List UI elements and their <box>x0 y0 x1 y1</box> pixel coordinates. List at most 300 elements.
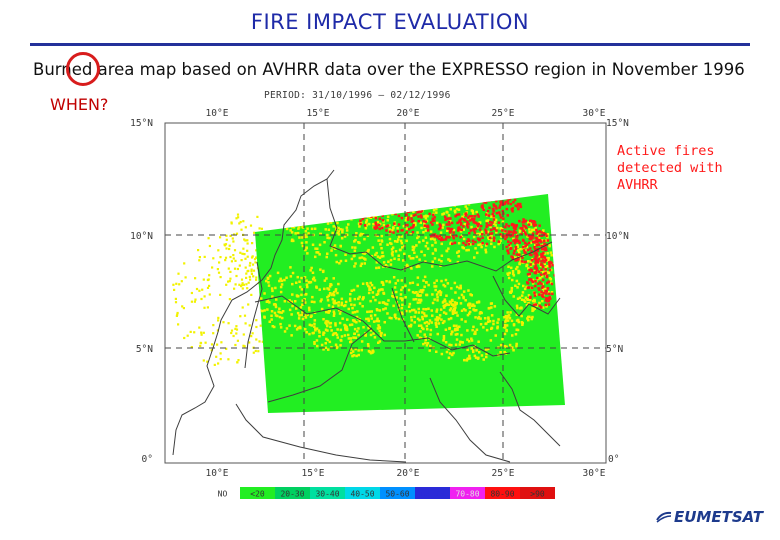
fire-pixel <box>545 292 548 295</box>
fire-pixel <box>379 218 382 221</box>
burned-pixel <box>318 335 321 338</box>
burned-pixel <box>353 319 356 322</box>
burned-pixel <box>470 226 473 229</box>
fire-pixel <box>411 208 414 211</box>
fire-pixel <box>378 224 381 227</box>
burned-pixel <box>327 222 330 225</box>
burned-pixel <box>377 324 380 327</box>
burned-pixel <box>446 250 449 253</box>
burned-pixel <box>425 229 428 232</box>
burned-pixel <box>514 285 517 288</box>
burned-pixel <box>394 315 397 318</box>
burned-pixel <box>336 222 339 225</box>
burned-pixel <box>520 315 523 318</box>
burned-pixel <box>385 303 388 306</box>
burned-pixel <box>491 314 494 317</box>
burned-pixel <box>464 320 467 323</box>
fire-pixel <box>533 246 536 249</box>
burned-pixel <box>488 307 491 310</box>
burned-pixel <box>436 316 439 319</box>
burned-pixel <box>401 313 404 316</box>
burned-pixel <box>484 317 487 320</box>
burned-pixel <box>490 243 493 246</box>
fire-pixel <box>535 237 538 240</box>
burned-pixel <box>442 284 445 287</box>
burned-pixel <box>460 302 463 305</box>
burned-pixel <box>499 351 502 354</box>
fire-pixel <box>409 210 412 213</box>
lat-label-right: 0° <box>608 454 620 465</box>
burned-pixel <box>234 268 236 270</box>
burned-pixel <box>416 194 419 197</box>
burned-pixel <box>208 285 210 287</box>
fire-pixel <box>475 228 478 231</box>
burned-pixel <box>371 317 374 320</box>
burned-pixel <box>486 329 489 332</box>
burned-pixel <box>340 260 343 263</box>
burned-pixel <box>378 330 381 333</box>
burned-pixel <box>447 282 450 285</box>
burned-pixel <box>335 344 338 347</box>
burned-pixel <box>219 256 221 258</box>
burned-pixel <box>446 351 449 354</box>
burned-pixel <box>242 248 244 250</box>
fire-pixel <box>535 303 538 306</box>
fire-pixel <box>397 208 400 211</box>
fire-pixel <box>529 236 532 239</box>
fire-pixel <box>492 196 495 199</box>
burned-pixel <box>220 276 222 278</box>
fire-pixel <box>415 204 418 207</box>
burned-pixel <box>473 236 476 239</box>
burned-pixel <box>474 316 477 319</box>
fire-pixel <box>360 206 363 209</box>
burned-pixel <box>249 279 251 281</box>
fire-pixel <box>535 229 538 232</box>
fire-pixel <box>504 226 507 229</box>
burned-pixel <box>430 205 433 208</box>
burned-pixel <box>239 315 241 317</box>
burned-pixel <box>399 203 402 206</box>
fire-pixel <box>515 235 518 238</box>
fire-pixel <box>537 287 540 290</box>
logo-text: EUMETSAT <box>674 508 764 526</box>
burned-pixel <box>376 308 379 311</box>
burned-pixel <box>357 349 360 352</box>
burned-pixel <box>284 300 287 303</box>
burned-pixel <box>555 272 558 275</box>
burned-pixel <box>235 217 237 219</box>
burned-pixel <box>408 306 411 309</box>
fire-pixel <box>542 279 545 282</box>
burned-pixel <box>308 217 311 220</box>
burned-pixel <box>325 323 328 326</box>
fire-pixel <box>486 222 489 225</box>
burned-pixel <box>366 283 369 286</box>
burned-pixel <box>257 350 259 352</box>
when-label: WHEN? <box>50 95 109 114</box>
burned-pixel <box>380 332 383 335</box>
burned-pixel <box>367 250 370 253</box>
lat-label-right: 15°N <box>606 118 629 129</box>
burned-pixel <box>351 197 354 200</box>
burned-pixel <box>435 351 438 354</box>
burned-pixel <box>323 218 326 221</box>
burned-pixel <box>477 244 480 247</box>
burned-pixel <box>411 202 414 205</box>
fire-pixel <box>516 224 519 227</box>
burned-pixel <box>515 343 518 346</box>
burned-pixel <box>325 228 328 231</box>
burned-pixel <box>551 254 554 257</box>
burned-pixel <box>323 288 326 291</box>
burned-pixel <box>217 249 219 251</box>
burned-pixel <box>466 349 469 352</box>
burned-pixel <box>519 248 522 251</box>
burned-pixel <box>424 315 427 318</box>
burned-pixel <box>333 291 336 294</box>
burned-pixel <box>341 237 344 240</box>
fire-pixel <box>477 215 480 218</box>
burned-pixel <box>401 246 404 249</box>
burned-pixel <box>398 318 401 321</box>
burned-pixel <box>204 295 206 297</box>
burned-pixel <box>485 251 488 254</box>
burned-pixel <box>411 319 414 322</box>
fire-pixel <box>509 198 512 201</box>
burned-pixel <box>306 227 309 230</box>
fire-pixel <box>529 273 532 276</box>
burned-pixel <box>441 353 444 356</box>
fire-pixel <box>387 200 390 203</box>
burned-pixel <box>431 309 434 312</box>
burned-pixel <box>460 334 463 337</box>
burned-pixel <box>454 328 457 331</box>
burned-pixel <box>269 321 272 324</box>
fire-pixel <box>379 212 382 215</box>
burned-pixel <box>422 289 425 292</box>
burned-pixel <box>338 203 341 206</box>
burned-pixel <box>328 310 331 313</box>
burned-pixel <box>440 280 443 283</box>
burned-pixel <box>433 282 436 285</box>
fire-pixel <box>370 215 373 218</box>
fire-pixel <box>459 236 462 239</box>
fire-pixel <box>528 223 531 226</box>
burned-pixel <box>521 324 524 327</box>
fire-pixel <box>393 222 396 225</box>
fire-pixel <box>500 216 503 219</box>
fire-pixel <box>522 239 525 242</box>
burned-pixel <box>336 210 339 213</box>
burned-pixel <box>417 293 420 296</box>
burned-pixel <box>516 280 519 283</box>
burned-pixel <box>376 318 379 321</box>
burned-pixel <box>340 339 343 342</box>
burned-pixel <box>346 226 349 229</box>
burned-pixel <box>427 284 430 287</box>
fire-pixel <box>397 230 400 233</box>
burned-pixel <box>312 278 315 281</box>
fire-pixel <box>468 232 471 235</box>
burned-pixel <box>256 216 258 218</box>
burned-pixel <box>434 249 437 252</box>
fire-pixel <box>512 201 515 204</box>
burned-pixel <box>432 261 435 264</box>
burned-pixel <box>386 244 389 247</box>
fire-pixel <box>422 220 425 223</box>
burned-pixel <box>308 220 311 223</box>
burned-pixel <box>414 195 417 198</box>
fire-pixel <box>374 213 377 216</box>
burned-pixel <box>437 333 440 336</box>
burned-pixel <box>355 337 358 340</box>
fire-pixel <box>453 237 456 240</box>
fire-pixel <box>534 221 537 224</box>
burned-pixel <box>436 279 439 282</box>
burned-pixel <box>244 315 246 317</box>
burned-pixel <box>369 289 372 292</box>
fire-pixel <box>477 237 480 240</box>
burned-pixel <box>310 316 313 319</box>
burned-pixel <box>243 333 245 335</box>
fire-pixel <box>445 238 448 241</box>
fire-pixel <box>384 207 387 210</box>
burned-pixel <box>416 266 419 269</box>
burned-pixel <box>337 336 340 339</box>
burned-pixel <box>350 204 353 207</box>
fire-pixel <box>383 207 386 210</box>
burned-pixel <box>257 291 260 294</box>
burned-pixel <box>458 255 461 258</box>
fire-pixel <box>495 207 498 210</box>
fire-pixel <box>492 208 495 211</box>
fire-pixel <box>399 207 402 210</box>
fire-pixel <box>540 273 543 276</box>
fire-pixel <box>461 217 464 220</box>
burned-pixel <box>384 307 387 310</box>
burned-pixel <box>459 285 462 288</box>
burned-pixel <box>391 251 394 254</box>
fire-pixel <box>378 211 381 214</box>
burned-pixel <box>301 242 304 245</box>
burned-pixel <box>494 221 497 224</box>
fire-pixel <box>514 204 517 207</box>
fire-pixel <box>481 233 484 236</box>
burned-pixel <box>364 258 367 261</box>
fire-pixel <box>487 210 490 213</box>
fire-pixel <box>511 210 514 213</box>
fire-pixel <box>430 221 433 224</box>
fire-pixel <box>493 215 496 218</box>
fire-pixel <box>531 287 534 290</box>
fire-pixel <box>483 209 486 212</box>
burned-pixel <box>324 279 327 282</box>
burned-pixel <box>459 343 462 346</box>
burned-pixel <box>346 205 349 208</box>
burned-pixel <box>372 291 375 294</box>
burned-pixel <box>496 321 499 324</box>
burned-pixel <box>235 275 237 277</box>
burned-pixel <box>420 251 423 254</box>
burned-pixel <box>513 295 516 298</box>
burned-pixel <box>340 245 343 248</box>
fire-pixel <box>508 231 511 234</box>
burned-pixel <box>458 250 461 253</box>
burned-pixel <box>490 239 493 242</box>
burned-pixel <box>333 205 336 208</box>
fire-pixel <box>387 224 390 227</box>
burned-pixel <box>327 211 330 214</box>
burned-pixel <box>401 235 404 238</box>
fire-pixel <box>421 207 424 210</box>
burned-pixel <box>436 222 439 225</box>
burned-pixel <box>366 311 369 314</box>
burned-pixel <box>395 282 398 285</box>
fire-pixel <box>388 210 391 213</box>
burned-pixel <box>419 330 422 333</box>
burned-pixel <box>220 341 222 343</box>
burned-pixel <box>281 317 284 320</box>
burned-pixel <box>351 246 354 249</box>
burned-pixel <box>445 279 448 282</box>
burned-pixel <box>443 311 446 314</box>
burned-pixel <box>418 241 421 244</box>
fire-pixel <box>451 228 454 231</box>
burned-pixel <box>217 319 219 321</box>
burned-pixel <box>328 295 331 298</box>
fire-pixel <box>408 228 411 231</box>
burned-pixel <box>447 247 450 250</box>
burned-pixel <box>450 344 453 347</box>
fire-pixel <box>481 205 484 208</box>
fire-pixel <box>362 218 365 221</box>
burned-pixel <box>418 308 421 311</box>
burned-pixel <box>258 340 260 342</box>
fire-pixel <box>407 218 410 221</box>
burned-pixel <box>372 332 375 335</box>
burned-pixel <box>270 315 273 318</box>
legend-label: 60-70 <box>420 489 445 499</box>
lat-label-left: 5°N <box>135 344 153 355</box>
fire-pixel <box>515 231 518 234</box>
burned-pixel <box>345 260 348 263</box>
burned-pixel <box>383 206 386 209</box>
fire-pixel <box>499 214 502 217</box>
burned-pixel <box>506 311 509 314</box>
fire-pixel <box>543 256 546 259</box>
fire-pixel <box>529 278 532 281</box>
burned-pixel <box>387 219 390 222</box>
fire-pixel <box>401 229 404 232</box>
fire-pixel <box>448 221 451 224</box>
burned-pixel <box>373 287 376 290</box>
burned-pixel <box>431 244 434 247</box>
satellite-swath <box>255 193 565 413</box>
burned-pixel <box>178 283 180 285</box>
fire-pixel <box>541 286 544 289</box>
burned-pixel <box>266 301 269 304</box>
burned-pixel <box>208 237 210 239</box>
fire-pixel <box>412 220 415 223</box>
burned-pixel <box>325 311 328 314</box>
burned-pixel <box>209 245 211 247</box>
burned-pixel <box>442 224 445 227</box>
burned-pixel <box>350 216 353 219</box>
fire-pixel <box>414 203 417 206</box>
burned-pixel <box>417 301 420 304</box>
burned-pixel <box>368 292 371 295</box>
burned-pixel <box>249 264 251 266</box>
burned-pixel <box>300 306 303 309</box>
burned-pixel <box>423 312 426 315</box>
fire-pixel <box>382 203 385 206</box>
fire-pixel <box>509 248 512 251</box>
burned-pixel <box>531 310 534 313</box>
fire-pixel <box>541 294 544 297</box>
fire-pixel <box>502 217 505 220</box>
burned-pixel <box>330 249 333 252</box>
burned-pixel <box>280 326 283 329</box>
burned-pixel <box>338 301 341 304</box>
burned-pixel <box>219 294 221 296</box>
fire-pixel <box>521 260 524 263</box>
burned-pixel <box>212 332 214 334</box>
fire-pixel <box>465 244 468 247</box>
burned-pixel <box>295 282 298 285</box>
burned-pixel <box>401 242 404 245</box>
legend-label: >90 <box>530 489 545 499</box>
lon-label-bottom: 25°E <box>491 468 515 479</box>
fire-pixel <box>504 201 507 204</box>
burned-pixel <box>229 280 231 282</box>
burned-pixel <box>384 334 387 337</box>
burned-pixel <box>333 332 336 335</box>
burned-pixel <box>311 301 314 304</box>
fire-pixel <box>507 240 510 243</box>
burned-pixel <box>399 249 402 252</box>
fire-pixel <box>412 231 415 234</box>
burned-pixel <box>225 257 227 259</box>
burned-pixel <box>433 238 436 241</box>
burned-pixel <box>430 230 433 233</box>
burned-pixel <box>426 325 429 328</box>
burned-pixel <box>405 240 408 243</box>
burned-pixel <box>181 280 183 282</box>
burned-pixel <box>237 340 239 342</box>
burned-pixel <box>351 307 354 310</box>
burned-pixel <box>364 262 367 265</box>
burned-pixel <box>236 361 238 363</box>
burned-pixel <box>413 298 416 301</box>
lon-label-top: 20°E <box>396 108 420 119</box>
burned-pixel <box>330 329 333 332</box>
fire-pixel <box>493 239 496 242</box>
burned-pixel <box>435 211 438 214</box>
burned-pixel <box>443 335 446 338</box>
fire-pixel <box>534 285 537 288</box>
burned-pixel <box>548 272 551 275</box>
burned-pixel <box>333 315 336 318</box>
fire-pixel <box>498 221 501 224</box>
fire-pixel <box>538 224 541 227</box>
burned-pixel <box>339 322 342 325</box>
burned-pixel <box>531 307 534 310</box>
burned-pixel <box>269 275 272 278</box>
fire-pixel <box>483 201 486 204</box>
fire-pixel <box>533 252 536 255</box>
burned-pixel <box>386 312 389 315</box>
